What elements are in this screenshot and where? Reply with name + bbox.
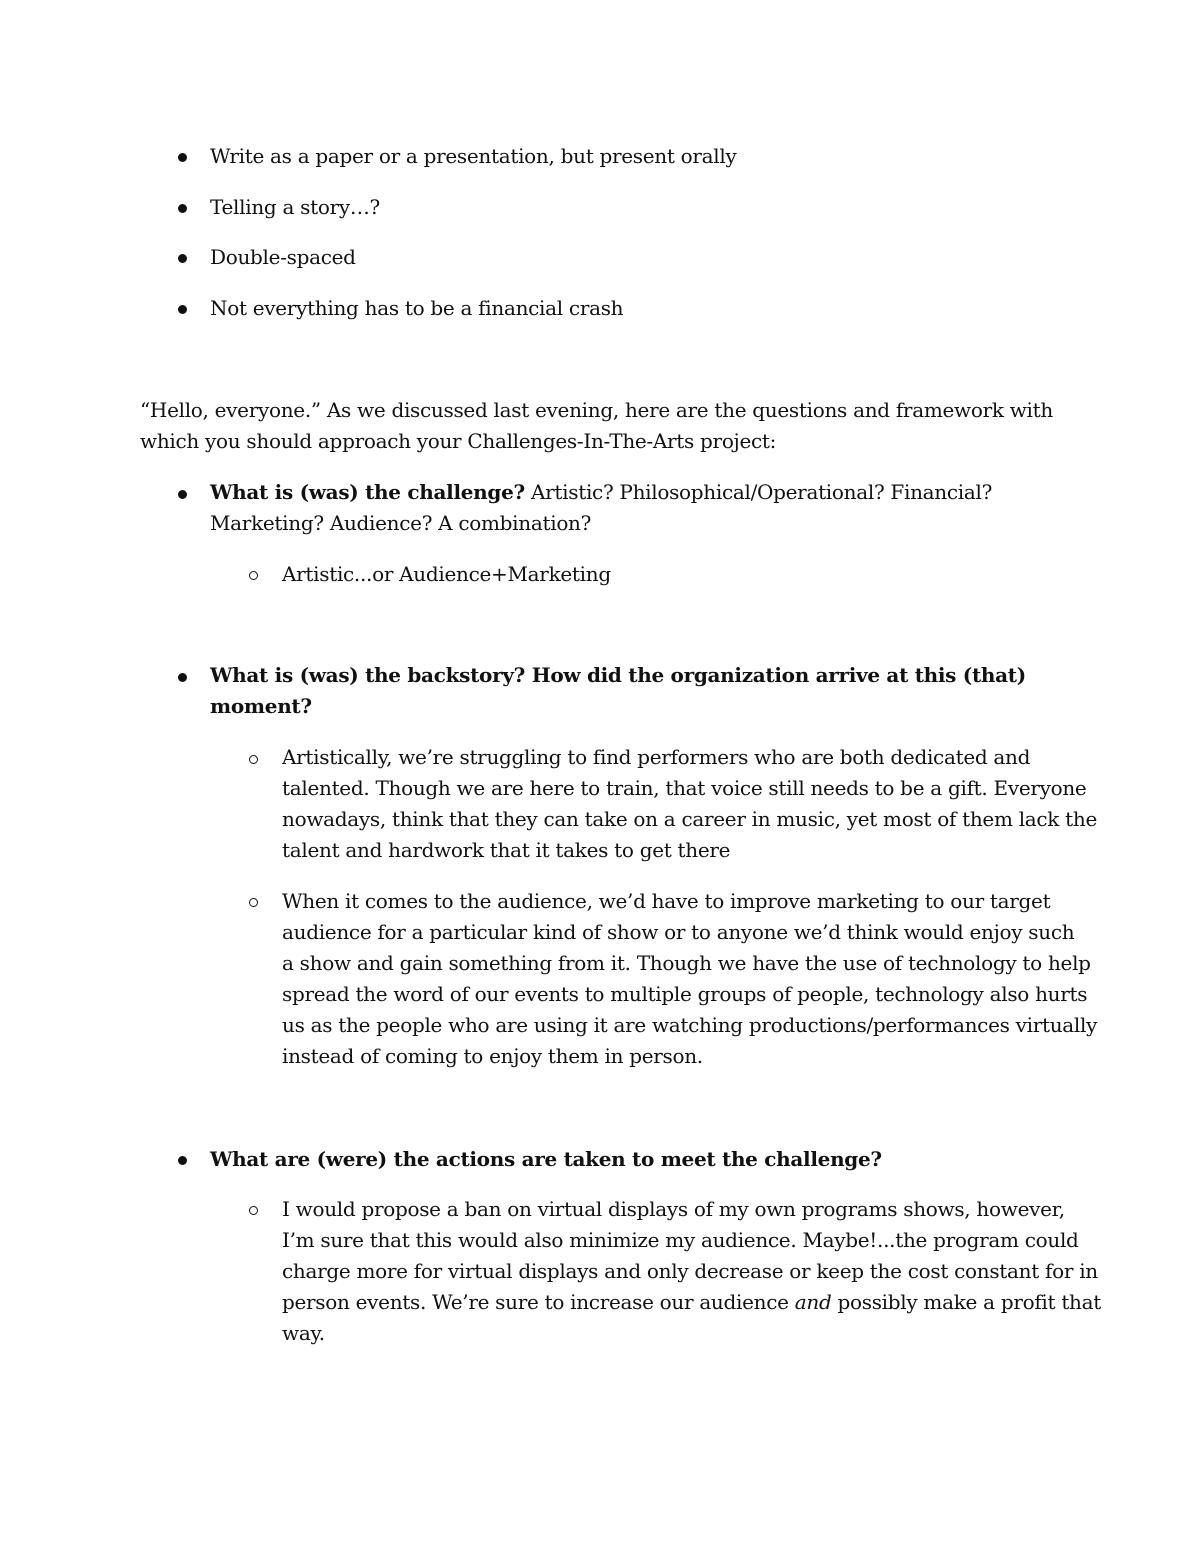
answer-line: spread the word of our events to multiple groups of people, technology also hurts xyxy=(282,982,1088,1006)
answer-line: a show and gain something from it. Though we have the use of technology to help xyxy=(282,951,1091,975)
bullet-item: Not everything has to be a financial crash xyxy=(210,296,624,320)
bullet-icon xyxy=(178,1156,187,1165)
bullet-item: Double-spaced xyxy=(210,245,356,269)
question-line: Marketing? Audience? A combination? xyxy=(210,511,592,535)
answer-line: us as the people who are using it are watching productions/performances virtually xyxy=(282,1013,1098,1037)
answer-line: Artistically, we’re struggling to find performers who are both dedicated and xyxy=(282,745,1031,769)
bullet-icon xyxy=(178,305,187,314)
answer-line: I’m sure that this would also minimize my audience. Maybe!...the program could xyxy=(282,1228,1079,1252)
circle-bullet-icon xyxy=(249,898,258,907)
circle-bullet-icon xyxy=(249,755,258,764)
circle-bullet-icon xyxy=(249,571,258,580)
intro-line: which you should approach your Challenges-In-The-Arts project: xyxy=(140,429,777,453)
bullet-icon xyxy=(178,254,187,263)
question-title: moment? xyxy=(210,694,312,718)
question-title: What is (was) the challenge? xyxy=(210,480,525,504)
answer-line: talent and hardwork that it takes to get there xyxy=(282,838,731,862)
bullet-icon xyxy=(178,673,187,682)
answer-line: audience for a particular kind of show or to anyone we’d think would enjoy such xyxy=(282,920,1075,944)
intro-line: “Hello, everyone.” As we discussed last evening, here are the questions and framework with xyxy=(140,398,1053,422)
answer-line: nowadays, think that they can take on a career in music, yet most of them lack the xyxy=(282,807,1098,831)
answer-line: talented. Though we are here to train, that voice still needs to be a gift. Everyone xyxy=(282,776,1087,800)
answer-line: person events. We’re sure to increase our audience and possibly make a profit that xyxy=(282,1290,1101,1314)
answer-line: way. xyxy=(282,1321,325,1345)
answer-line: When it comes to the audience, we’d have to improve marketing to our target xyxy=(282,889,1051,913)
question-options: Artistic? Philosophical/Operational? Financial? xyxy=(524,480,993,504)
circle-bullet-icon xyxy=(249,1206,258,1215)
answer-line: charge more for virtual displays and only decrease or keep the cost constant for in xyxy=(282,1259,1098,1283)
question-title: What is (was) the backstory? How did the organization arrive at this (that) xyxy=(210,663,1026,687)
question-title: What are (were) the actions are taken to meet the challenge? xyxy=(210,1147,882,1171)
bullet-icon xyxy=(178,204,187,213)
bullet-icon xyxy=(178,490,187,499)
bullet-item: Write as a paper or a presentation, but present orally xyxy=(210,144,737,168)
bullet-item: Telling a story…? xyxy=(210,195,380,219)
answer-line: instead of coming to enjoy them in person. xyxy=(282,1044,703,1068)
bullet-icon xyxy=(178,153,187,162)
emphasis-text: and xyxy=(794,1290,832,1314)
answer-line: I would propose a ban on virtual displays of my own programs shows, however, xyxy=(282,1197,1065,1221)
question-line xyxy=(210,477,992,508)
answer-line: Artistic...or Audience+Marketing xyxy=(282,562,611,586)
